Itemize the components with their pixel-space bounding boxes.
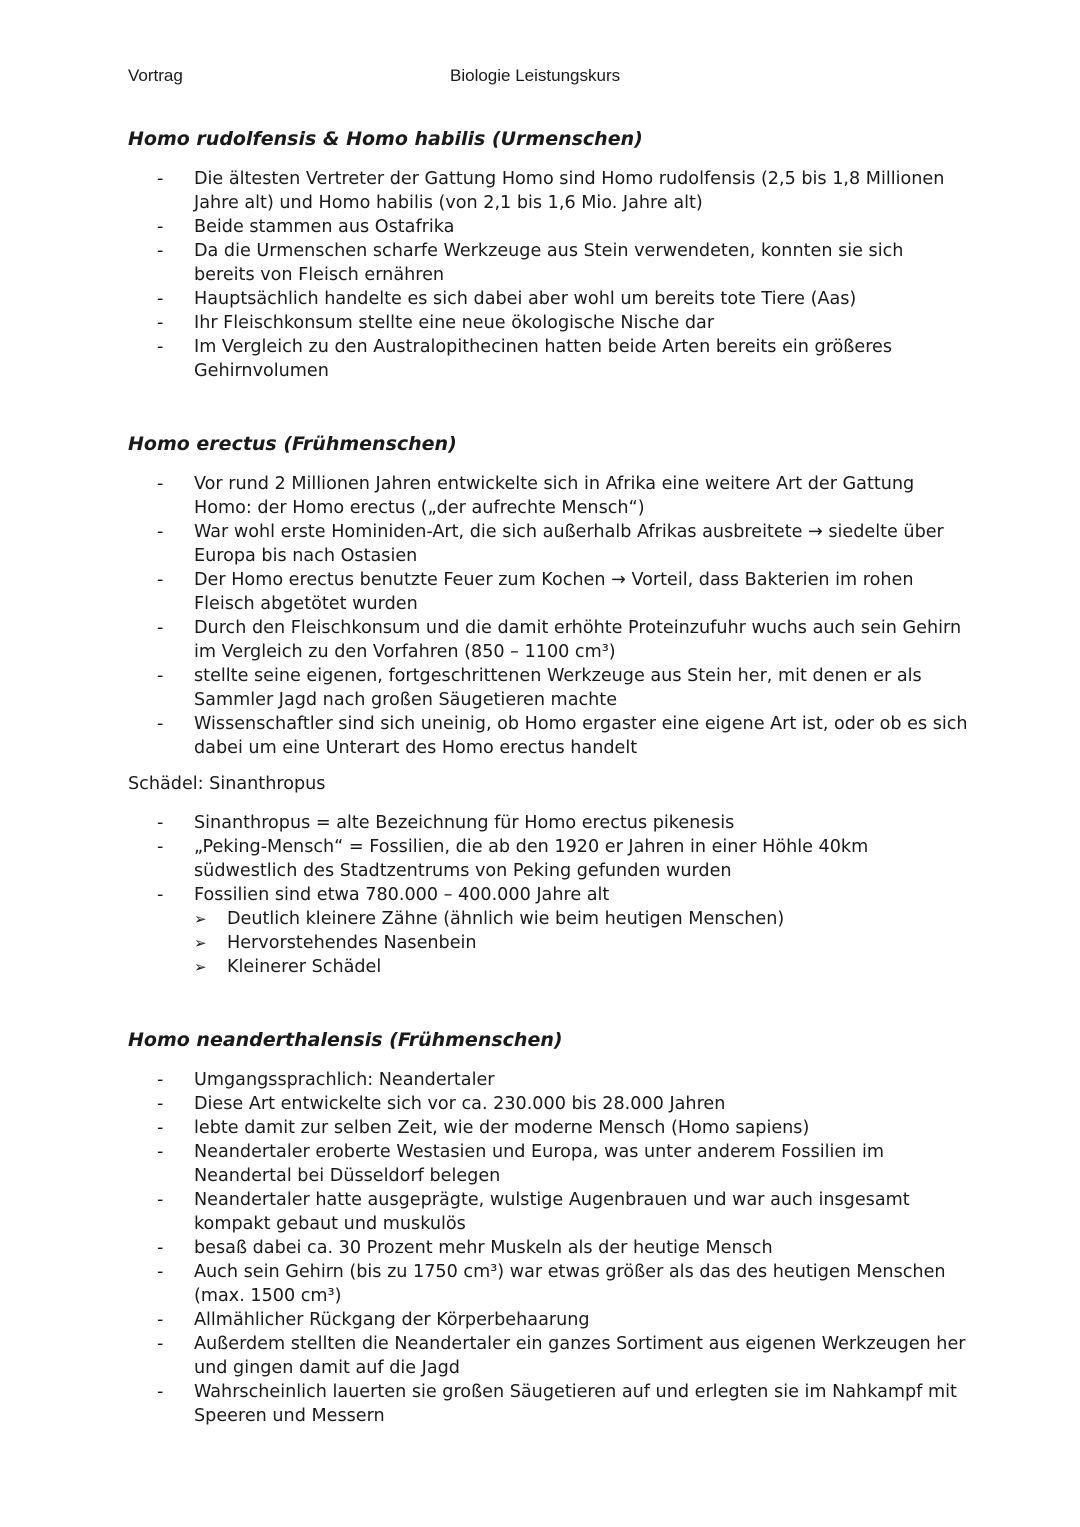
list-item: - Im Vergleich zu den Australopithecinen hatten beide Arten bereits ein größeres Gehirnvolumen xyxy=(128,335,968,383)
page-header xyxy=(128,66,948,88)
neanderthalensis-list xyxy=(128,1068,968,1428)
list-item: - Diese Art entwickelte sich vor ca. 230.000 bis 28.000 Jahren xyxy=(128,1092,968,1116)
list-item: - Wissenschaftler sind sich uneinig, ob Homo ergaster eine eigene Art ist, oder ob es sich dabei um eine Unterart des Homo erectus handelt xyxy=(128,712,968,760)
list-item: - Neandertaler eroberte Westasien und Europa, was unter anderem Fossilien im Neandertal bei Düsseldorf belegen xyxy=(128,1140,968,1188)
list-item: - Allmählicher Rückgang der Körperbehaarung xyxy=(128,1308,968,1332)
feature-item: ➢ Deutlich kleinere Zähne (ähnlich wie beim heutigen Menschen) xyxy=(194,907,968,931)
list-item: - Neandertaler hatte ausgeprägte, wulstige Augenbrauen und war auch insgesamt kompakt gebaut und muskulös xyxy=(128,1188,968,1236)
list-item: - Umgangssprachlich: Neandertaler xyxy=(128,1068,968,1092)
list-item: - Die ältesten Vertreter der Gattung Homo sind Homo rudolfensis (2,5 bis 1,8 Millionen Jahre alt) und Homo habilis (von 2,1 bis 1,6 Mio. Jahre alt) xyxy=(128,167,968,215)
feature-item: ➢ Kleinerer Schädel xyxy=(194,955,968,979)
section-title-urmenschen: Homo rudolfensis & Homo habilis (Urmenschen) xyxy=(128,128,643,150)
list-item: - Da die Urmenschen scharfe Werkzeuge aus Stein verwendeten, konnten sie sich bereits von Fleisch ernähren xyxy=(128,239,968,287)
feature-item: ➢ Hervorstehendes Nasenbein xyxy=(194,931,968,955)
section-title-neanderthalensis: Homo neanderthalensis (Frühmenschen) xyxy=(128,1029,563,1051)
skull-features-list xyxy=(194,907,968,979)
header-left-label: Vortrag xyxy=(128,66,183,85)
homo-erectus-list xyxy=(128,472,968,760)
urmenschen-list xyxy=(128,167,968,383)
list-item: - Auch sein Gehirn (bis zu 1750 cm³) war etwas größer als das des heutigen Menschen (max. 1500 cm³) xyxy=(128,1260,968,1308)
list-item: - Hauptsächlich handelte es sich dabei aber wohl um bereits tote Tiere (Aas) xyxy=(128,287,968,311)
list-item: - Sinanthropus = alte Bezeichnung für Homo erectus pikenesis xyxy=(128,811,968,835)
skull-list xyxy=(128,811,968,979)
list-item: - Der Homo erectus benutzte Feuer zum Kochen → Vorteil, dass Bakterien im rohen Fleisch abgetötet wurden xyxy=(128,568,968,616)
list-item: - Beide stammen aus Ostafrika xyxy=(128,215,968,239)
list-item-text: Fossilien sind etwa 780.000 – 400.000 Jahre alt xyxy=(194,885,610,905)
section-title-homo-erectus: Homo erectus (Frühmenschen) xyxy=(128,433,457,455)
list-item: - stellte seine eigenen, fortgeschrittenen Werkzeuge aus Stein her, mit denen er als Sammler Jagd nach großen Säugetieren machte xyxy=(128,664,968,712)
list-item: - lebte damit zur selben Zeit, wie der moderne Mensch (Homo sapiens) xyxy=(128,1116,968,1140)
list-item xyxy=(128,883,968,979)
list-item: - War wohl erste Hominiden-Art, die sich außerhalb Afrikas ausbreitete → siedelte über Europa bis nach Ostasien xyxy=(128,520,968,568)
skull-heading: Schädel: Sinanthropus xyxy=(128,774,326,794)
header-center-label: Biologie Leistungskurs xyxy=(450,66,621,85)
list-item: - Vor rund 2 Millionen Jahren entwickelte sich in Afrika eine weitere Art der Gattung Homo: der Homo erectus („der aufrechte Mensch“) xyxy=(128,472,968,520)
list-item: - Ihr Fleischkonsum stellte eine neue ökologische Nische dar xyxy=(128,311,968,335)
list-item: - besaß dabei ca. 30 Prozent mehr Muskeln als der heutige Mensch xyxy=(128,1236,968,1260)
list-item: - „Peking-Mensch“ = Fossilien, die ab den 1920 er Jahren in einer Höhle 40km südwestlich des Stadtzentrums von Peking gefunden wurden xyxy=(128,835,968,883)
list-item: - Durch den Fleischkonsum und die damit erhöhte Proteinzufuhr wuchs auch sein Gehirn im Vergleich zu den Vorfahren (850 – 1100 cm³) xyxy=(128,616,968,664)
list-item: - Wahrscheinlich lauerten sie großen Säugetieren auf und erlegten sie im Nahkampf mit Speeren und Messern xyxy=(128,1380,968,1428)
list-item: - Außerdem stellten die Neandertaler ein ganzes Sortiment aus eigenen Werkzeugen her und gingen damit auf die Jagd xyxy=(128,1332,968,1380)
